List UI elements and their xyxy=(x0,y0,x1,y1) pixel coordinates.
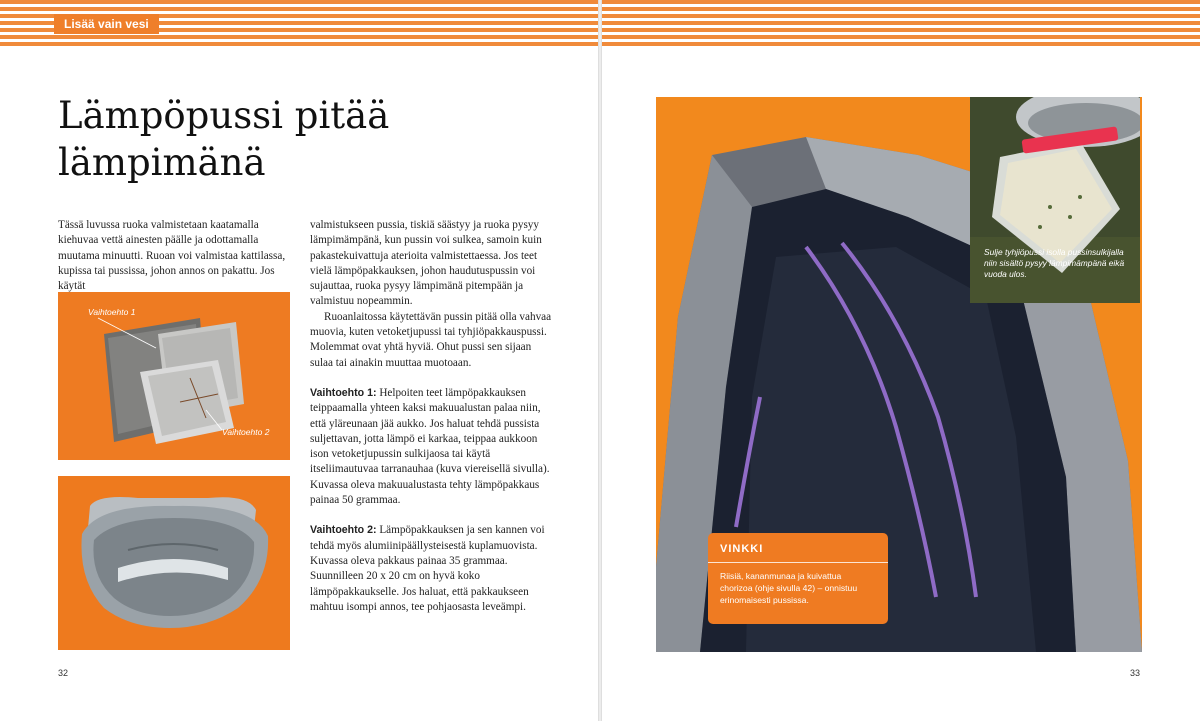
page-number-left: 32 xyxy=(58,668,69,678)
page-title xyxy=(58,92,558,186)
option-2-label: Vaihtoehto 2: xyxy=(310,524,377,537)
section-label: Lisää vain vesi xyxy=(54,14,159,34)
bag-paragraph: Ruoanlaitossa käytettävän pussin pitää olla vahvaa muovia, kuten vetoketjupussi tai tyhjiöpakkauspussi. Molemmat ovat yhtä hyviä. Ohut pussi sen sijaan sulaa tai ainakin muuttaa muotoaan. xyxy=(310,310,552,369)
foil-pouch-illustration xyxy=(58,476,290,650)
intro-paragraph-continued: valmistukseen pussia, tiskiä säästyy ja ruoka pysyy lämpimämpänä, kun pussin voi sulkea, samoin kuin pakastekuivattuja aterioita valmistettaessa. Jos teet vielä lämpöpakkauksen, johon haudutuspussin voi sujauttaa, ruoka pysyy lämpimänä pitempään ja valmistuu nopeammin. xyxy=(310,219,542,308)
title-line-2: lämpimänä xyxy=(58,141,266,184)
book-spine xyxy=(598,0,602,721)
body-column-middle xyxy=(310,218,552,630)
option-2-text: Lämpöpakkauksen ja sen kannen voi tehdä myös alumiinipäällysteisestä kuplamuovista. Kuvassa oleva pakkaus painaa 35 grammaa. Suunnilleen 20 x 20 cm on hyvä koko lämpöpakkaukselle. Jos haluat, että pakkaukseen mahtuu isompi annos, tee pohjaosasta leveämpi. xyxy=(310,524,545,613)
body-column-left xyxy=(58,218,290,294)
tip-title: VINKKI xyxy=(708,533,888,563)
photo-caption: Sulje tyhjiöpussi isolla pussinsulkijalla niin sisältö pysyy lämpimämpänä eikä vuoda ulos. xyxy=(984,247,1125,279)
option-2-image-label: Vaihtoehto 2 xyxy=(222,427,270,437)
tip-text: Riisiä, kananmunaa ja kuivattua chorizoa (ohje sivulla 42) – onnistuu erinomaisesti pussissa. xyxy=(720,571,858,605)
title-line-1: Lämpöpussi pitää xyxy=(58,94,390,137)
option-1-image-label: Vaihtoehto 1 xyxy=(88,307,136,317)
option-1-label: Vaihtoehto 1: xyxy=(310,386,377,399)
photo-bubble-foil-pouch xyxy=(58,476,290,650)
option-1-paragraph xyxy=(310,386,552,508)
intro-paragraph: Tässä luvussa ruoka valmistetaan kaatamalla kiehuvaa vettä ainesten päälle ja odottamalla muutama minuutti. Ruoan voi valmistaa kattilassa, kupissa tai pussissa, johon annos on pakattu. Jos käytät xyxy=(58,219,286,293)
option-2-paragraph xyxy=(310,523,552,615)
page-number-right: 33 xyxy=(1130,668,1141,678)
tip-box xyxy=(708,533,888,624)
option-1-text: Helpoiten teet lämpöpakkauksen teippaamalla yhteen kaksi makuualustan palaa niin, että yläreunaan jää aukko. Jos haluat tehdä pussista suljettavan, jotta lämpö ei karkaa, teippaa aukkoon ison vetoketjupussin sulkijaosa tai käytä itseliimautuvaa tarranauhaa (kuva viereisellä sivulla). Kuvassa oleva makuualustasta tehty lämpöpakkaus painaa 50 grammaa. xyxy=(310,386,550,507)
header-stripes-right xyxy=(602,0,1200,46)
photo-insulation-pouches xyxy=(58,292,290,460)
